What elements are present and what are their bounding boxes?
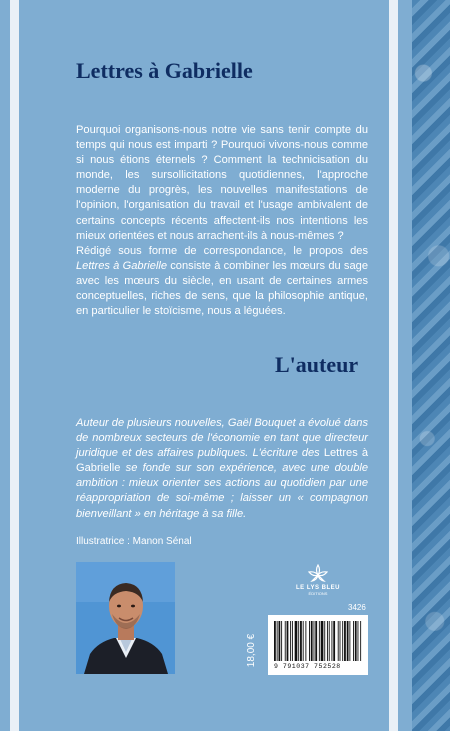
barcode-bar xyxy=(298,621,299,661)
barcode-bar xyxy=(329,621,330,661)
product-code: 3426 xyxy=(348,603,366,612)
barcode-bar xyxy=(342,621,343,661)
isbn-digits: 9 791037 752528 xyxy=(274,663,341,670)
barcode-bar xyxy=(327,621,328,661)
left-stripe xyxy=(10,0,19,731)
author-photo xyxy=(76,562,175,674)
barcode-bar xyxy=(287,621,289,661)
barcode-bar xyxy=(355,621,357,661)
barcode-bar xyxy=(315,621,317,661)
author-bio-book-title: Lettres à Gabrielle xyxy=(76,447,369,475)
barcode-bar xyxy=(338,621,339,661)
illustrator-credit: Illustratrice : Manon Sénal xyxy=(76,536,192,547)
barcode-bar xyxy=(319,621,320,661)
barcode-bar xyxy=(331,621,332,661)
author-bio-text: Auteur de plusieurs nouvelles, Gaël Bouquet a évolué dans de nombreux secteurs de l'économie en tant que directeur juridique et des affaires publiques. L'écriture des xyxy=(76,417,368,460)
book-title: Lettres à Gabrielle xyxy=(76,58,253,83)
barcode-bar xyxy=(274,621,276,661)
barcode-bar xyxy=(295,621,298,661)
barcode-bar xyxy=(340,621,341,661)
barcode-bar xyxy=(349,621,350,661)
right-stripe xyxy=(389,0,398,731)
publisher-logo xyxy=(296,563,340,605)
summary-text: Rédigé sous forme de correspondance, le propos des xyxy=(76,244,368,257)
barcode-bar xyxy=(358,621,359,661)
summary-paragraph-2 xyxy=(76,244,368,319)
barcode-bar xyxy=(353,621,354,661)
summary-text: consiste à combiner les mœurs du sage avec les mœurs du siècle, en usant de certaines armes conceptuelles, riches de sens, que la philosophie antique, en particulier le stoïcisme, nous a léguées. xyxy=(76,259,368,318)
barcode-bars xyxy=(268,615,368,663)
author-portrait-image xyxy=(76,562,175,674)
barcode-bar xyxy=(333,621,335,661)
barcode xyxy=(268,615,368,675)
barcode-bar xyxy=(303,621,304,661)
barcode-bar xyxy=(309,621,310,661)
summary-book-title: Lettres à Gabrielle xyxy=(76,259,167,272)
author-bio-text: se fonde sur son expérience, avec une double ambition : mieux orienter ses actions au quotidien par une réappropriation de soi-même ; laisser un « compagnon bienveillant » en héritage à sa fille. xyxy=(76,462,368,520)
summary-paragraph-1: Pourquoi organisons-nous notre vie sans tenir compte du temps qui nous est imparti ? Pourquoi vivons-nous comme si nous étions éternels ? Comment la technicisation du monde, les sursollicitations quotidiennes, l'approche moderne du progrès, les nouvelles manifestations de l'opinion, l'organisation du travail et l'usage ambivalent de certains concepts récents affectent-ils nos intentions les mieux orientées et nous arrachent-ils à nous-mêmes ? xyxy=(76,124,368,242)
barcode-bar xyxy=(300,621,302,661)
barcode-bar xyxy=(290,621,291,661)
barcode-bar xyxy=(311,621,313,661)
barcode-bar xyxy=(321,621,324,661)
barcode-bar xyxy=(344,621,346,661)
lily-flower-icon xyxy=(307,563,329,585)
barcode-bar xyxy=(314,621,315,661)
barcode-bar xyxy=(277,621,278,661)
publisher-subtitle: ÉDITIONS xyxy=(308,591,328,596)
author-bio xyxy=(76,416,368,522)
decorative-texture xyxy=(412,0,450,731)
barcode-bar xyxy=(281,621,282,661)
price-label: 18,00 € xyxy=(246,633,258,668)
author-heading: L'auteur xyxy=(275,352,359,377)
barcode-bar xyxy=(292,621,293,661)
barcode-bar xyxy=(305,621,306,661)
book-summary xyxy=(76,123,368,319)
barcode-bar xyxy=(360,621,361,661)
barcode-bar xyxy=(347,621,349,661)
barcode-bar xyxy=(278,621,280,661)
barcode-bar xyxy=(285,621,286,661)
publisher-name: LE LYS BLEU xyxy=(296,585,340,591)
barcode-bar xyxy=(324,621,325,661)
